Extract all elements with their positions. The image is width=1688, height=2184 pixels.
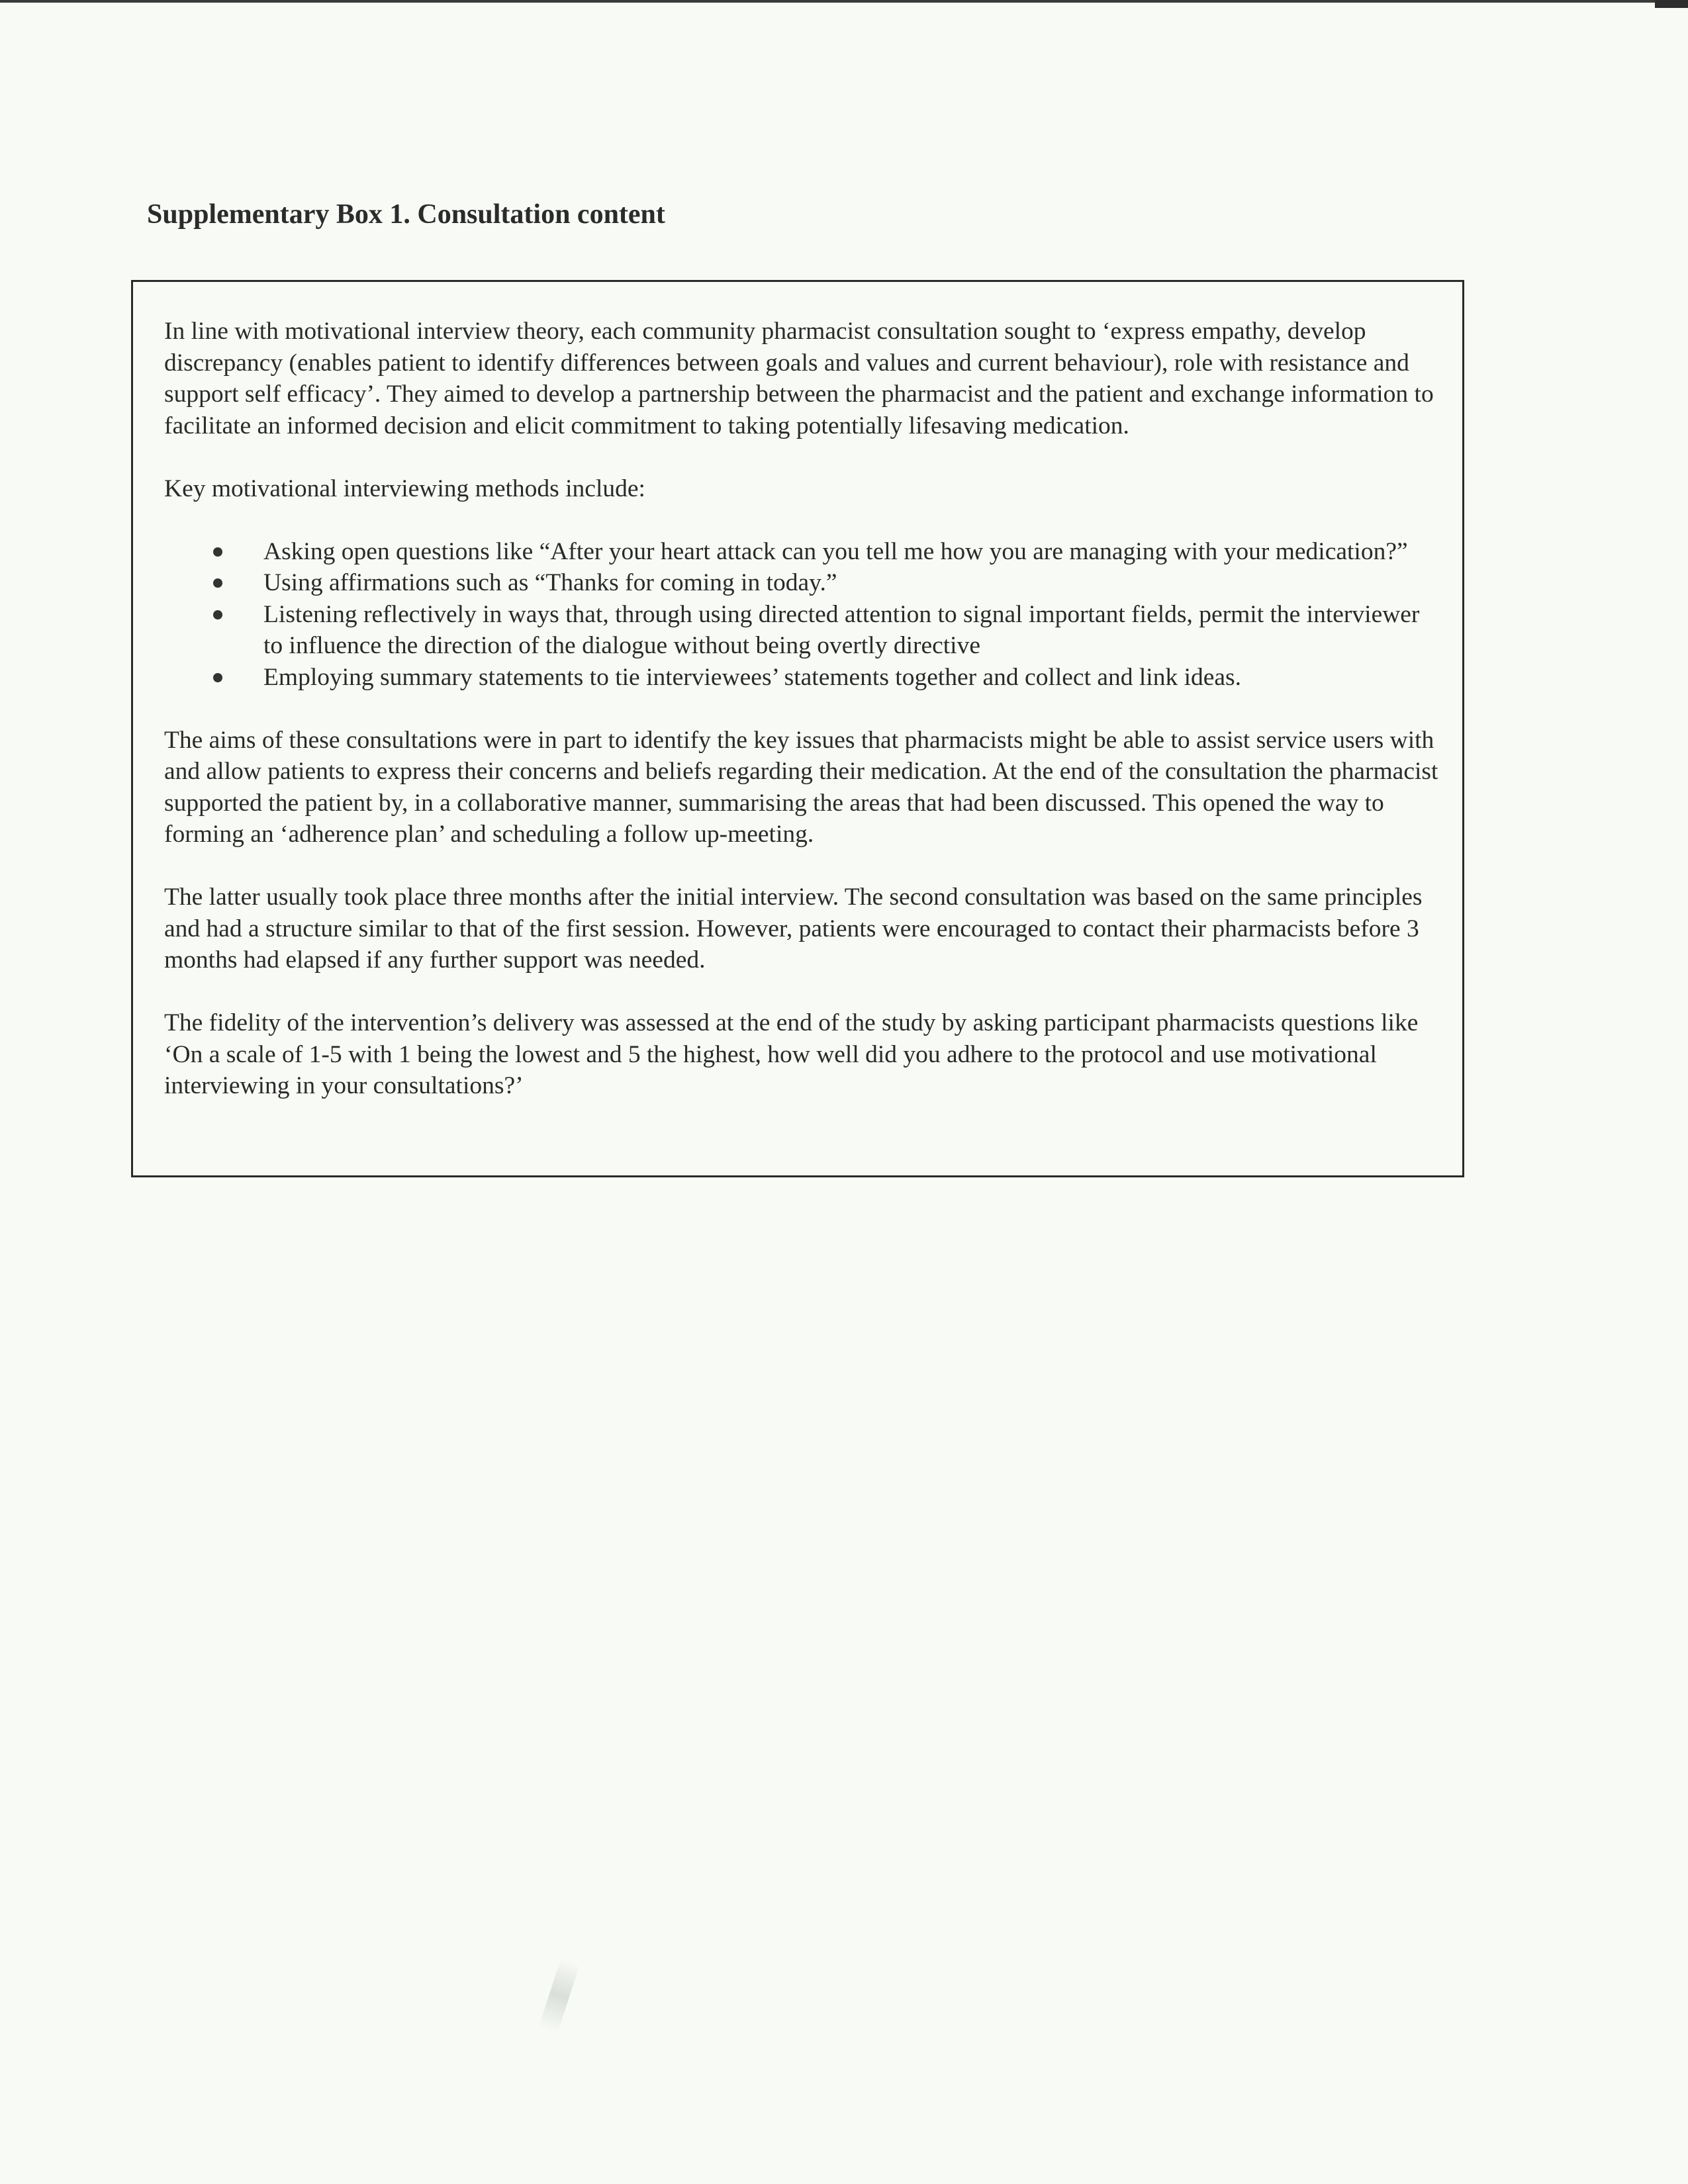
list-item xyxy=(164,536,1442,568)
methods-lead-in: Key motivational interviewing methods include: xyxy=(164,475,645,502)
scan-corner-shadow xyxy=(1655,0,1688,8)
box-title: Supplementary Box 1. Consultation content xyxy=(147,199,665,230)
content-box xyxy=(164,316,1442,1102)
scan-edge-shadow xyxy=(0,0,1688,3)
follow-up-paragraph: The latter usually took place three months after the initial interview. The second consultation was based on the same principles and had a structure similar to that of the first session. However, patients were encouraged to contact their pharmacists before 3 months had elapsed if any further support was needed. xyxy=(164,884,1423,974)
list-item-text: Employing summary statements to tie interviewees’ statements together and collect and link ideas. xyxy=(263,663,1242,691)
intro-paragraph: In line with motivational interview theory, each community pharmacist consultation sought to ‘express empathy, develop discrepancy (enables patient to identify differences between goals and values and current behaviour), role with resistance and support self efficacy’. They aimed to develop a partnership between the pharmacist and the patient and exchange information to facilitate an informed decision and elicit commitment to taking potentially lifesaving medication. xyxy=(164,318,1434,439)
list-item xyxy=(164,599,1442,662)
bullet-icon xyxy=(213,578,222,588)
list-item-text: Asking open questions like “After your heart attack can you tell me how you are managing with your medication?” xyxy=(263,537,1408,565)
scan-smudge xyxy=(539,1958,581,2033)
bullet-icon xyxy=(213,547,222,557)
aims-paragraph: The aims of these consultations were in part to identify the key issues that pharmacists might be able to assist service users with and allow patients to express their concerns and beliefs regarding their medication. At the end of the consultation the pharmacist supported the patient by, in a collaborative manner, summarising the areas that had been discussed. This opened the way to forming an ‘adherence plan’ and scheduling a follow up-meeting. xyxy=(164,726,1438,848)
bullet-icon xyxy=(213,673,222,682)
fidelity-paragraph: The fidelity of the intervention’s delivery was assessed at the end of the study by asking participant pharmacists questions like ‘On a scale of 1-5 with 1 being the lowest and 5 the highest, how well did you adhere to the protocol and use motivational interviewing in your consultations?’ xyxy=(164,1009,1419,1099)
list-item-text: Listening reflectively in ways that, through using directed attention to signal important fields, permit the interviewer to influence the direction of the dialogue without being overtly directive xyxy=(263,600,1420,659)
list-item xyxy=(164,662,1442,694)
methods-list xyxy=(164,536,1442,694)
list-item xyxy=(164,567,1442,599)
list-item-text: Using affirmations such as “Thanks for coming in today.” xyxy=(263,569,837,596)
bullet-icon xyxy=(213,610,222,619)
